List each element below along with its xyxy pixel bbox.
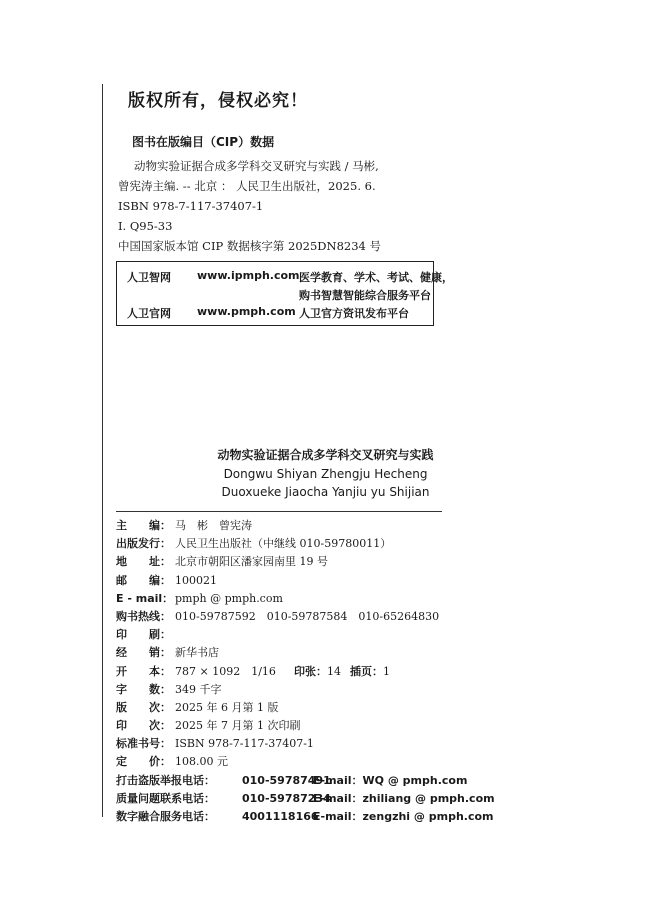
printer-label: 印 刷：	[116, 628, 171, 642]
hotline-label: 购书热线：	[116, 609, 171, 623]
words-label: 字 数：	[116, 682, 171, 696]
price-value: 108.00 元	[175, 755, 228, 769]
format-label: 开 本：	[116, 664, 171, 678]
address-label: 地 址：	[116, 555, 171, 569]
book-title-pinyin: Dongwu Shiyan Zhengju Hecheng	[223, 467, 428, 481]
website-name: 人卫智网	[127, 271, 171, 284]
website-desc: 人卫官方资讯发布平台	[299, 307, 409, 320]
distributor-label: 经 销：	[116, 646, 171, 660]
publisher-value: 人民卫生出版社（中继线 010-59780011）	[175, 537, 392, 551]
book-title: 动物实验证据合成多学科交叉研究与实践	[217, 448, 434, 462]
cip-line: Ⅰ. Q95-33	[118, 219, 173, 233]
editor-value: 马 彬 曾宪涛	[175, 519, 252, 532]
website-name: 人卫官网	[127, 307, 171, 320]
edition-value: 2025 年 6 月第 1 版	[175, 700, 279, 714]
sheets-label: 印张：	[294, 664, 327, 678]
website-desc: 医学教育、学术、考试、健康，	[299, 271, 453, 284]
copyright-notice: 版权所有，侵权必究！	[128, 91, 308, 111]
contact-email[interactable]: E-mail：WQ @ pmph.com	[313, 773, 468, 787]
isbn-label: 标准书号：	[116, 737, 171, 751]
divider	[116, 511, 442, 512]
editor-label: 主 编：	[116, 519, 171, 532]
impression-value: 2025 年 7 月第 1 次印刷	[175, 719, 301, 733]
cip-line: ISBN 978-7-117-37407-1	[118, 199, 264, 213]
distributor-value: 新华书店	[175, 646, 219, 660]
website-desc: 购书智慧智能综合服务平台	[299, 289, 431, 302]
cip-title: 图书在版编目（CIP）数据	[132, 135, 275, 149]
contact-label: 数字融合服务电话：	[116, 810, 215, 823]
cip-data	[118, 156, 381, 256]
impression-label: 印 次：	[116, 719, 171, 733]
plates-value: 1	[383, 664, 390, 678]
price-label: 定 价：	[116, 755, 171, 769]
website-box	[116, 261, 453, 326]
zip-value: 100021	[175, 573, 217, 587]
contact-label: 质量问题联系电话：	[116, 791, 215, 805]
publisher-label: 出版发行：	[116, 537, 171, 551]
sheets-value: 14	[327, 664, 341, 678]
cip-line: 动物实验证据合成多学科交叉研究与实践 / 马彬,	[134, 159, 379, 173]
book-title-block	[0, 446, 651, 501]
website-url[interactable]: www.pmph.com	[197, 305, 296, 318]
zip-label: 邮 编：	[116, 573, 171, 587]
contact-email[interactable]: E-mail：zengzhi @ pmph.com	[313, 810, 494, 823]
contact-email[interactable]: E-mail：zhiliang @ pmph.com	[313, 791, 495, 805]
format-value: 787 × 1092 1/16	[175, 664, 276, 678]
website-url[interactable]: www.ipmph.com	[197, 269, 300, 282]
cip-line: 曾宪涛主编. -- 北京 ： 人民卫生出版社，2025. 6.	[118, 179, 376, 193]
contact-phone: 010-59787491	[242, 773, 331, 787]
book-title-pinyin: Duoxueke Jiaocha Yanjiu yu Shijian	[221, 485, 430, 499]
hotline-value: 010-59787592 010-59787584 010-65264830	[175, 609, 440, 623]
plates-label: 插页：	[350, 664, 383, 678]
contact-label: 打击盗版举报电话：	[116, 773, 215, 787]
email-value[interactable]: pmph @ pmph.com	[175, 591, 283, 605]
words-value: 349 千字	[175, 682, 222, 696]
edition-label: 版 次：	[116, 700, 171, 714]
address-value: 北京市朝阳区潘家园南里 19 号	[175, 555, 328, 569]
isbn-value: ISBN 978-7-117-37407-1	[175, 737, 314, 751]
email-label: E - mail：	[116, 591, 174, 605]
contact-phone: 4001118166	[242, 810, 319, 823]
contact-phone: 010-59787234	[242, 791, 331, 805]
cip-line: 中国国家版本馆 CIP 数据核字第 2025DN8234 号	[118, 239, 382, 253]
